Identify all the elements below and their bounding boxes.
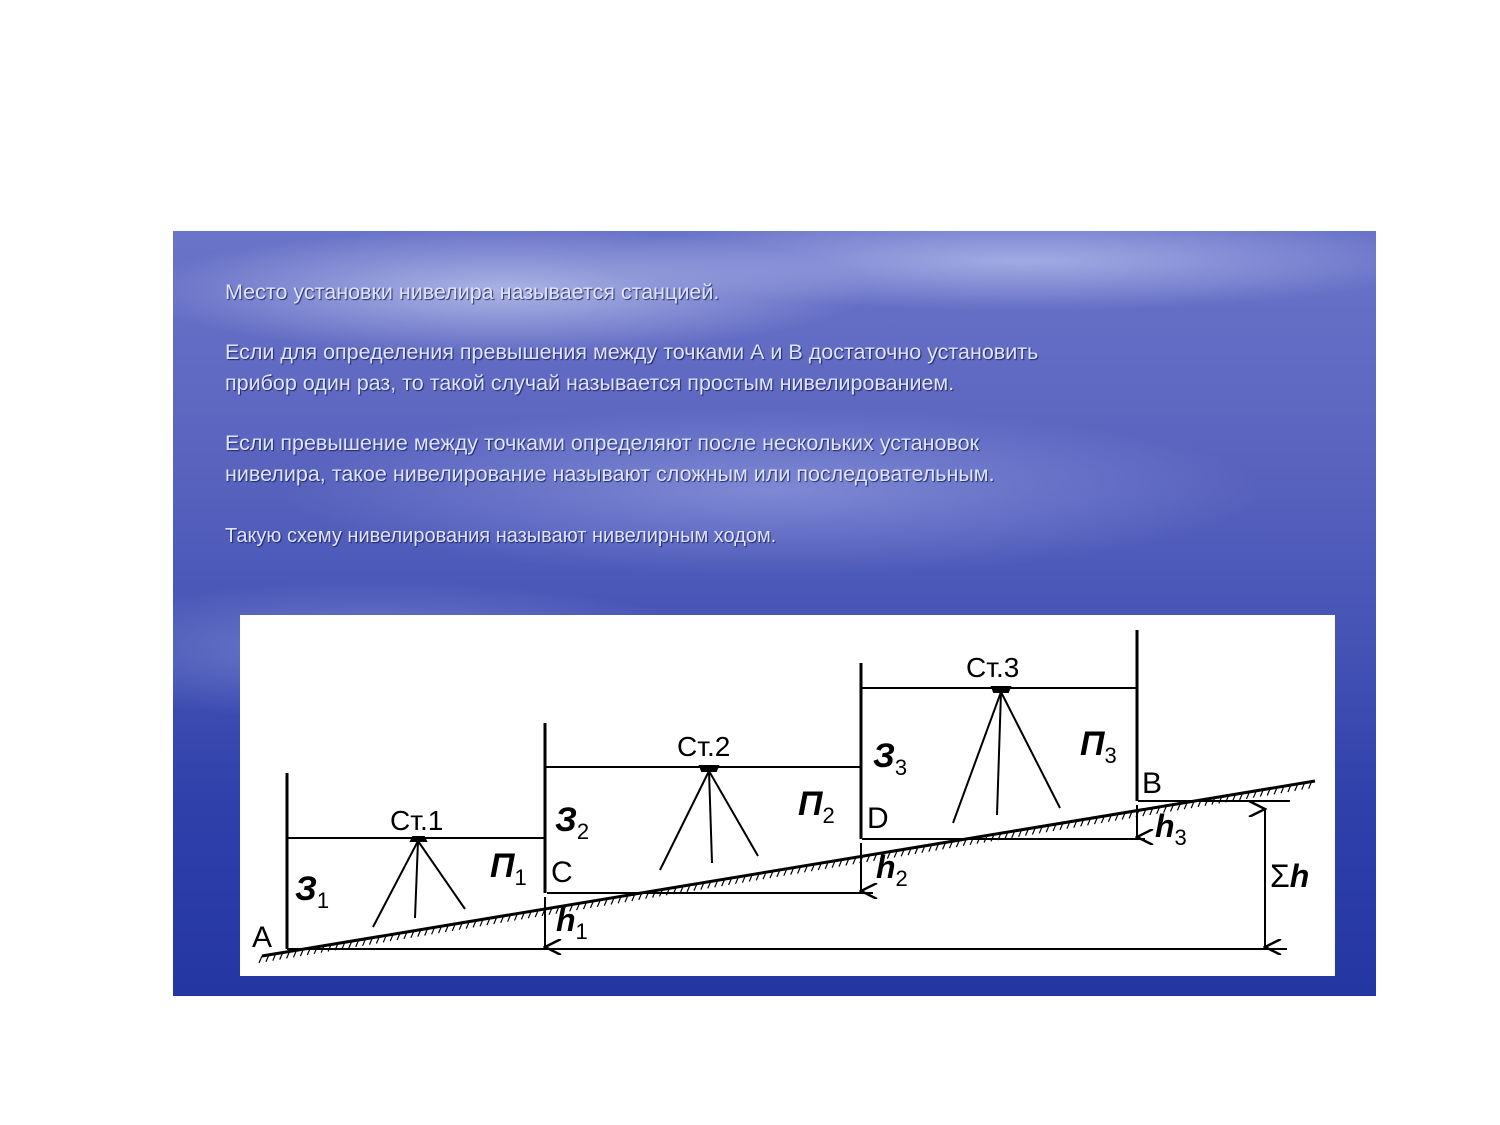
height-label-2: $h_2$ [876, 849, 908, 891]
fore-reading-2: $П_2$ [798, 785, 835, 828]
paragraph-line: Если превышение между точками определяют после нескольких установок [225, 431, 979, 455]
tripod-station-3 [953, 687, 1060, 823]
paragraph-line: Если для определения превышения между точками А и В достаточно установить [225, 340, 1039, 364]
paragraph-leveling-traverse [225, 521, 776, 552]
back-reading-3: $З_3$ [873, 737, 908, 780]
point-label-D: D [867, 802, 889, 835]
paragraph-line: нивелира, такое нивелирование называют сложным или последовательным. [225, 462, 995, 486]
leveling-diagram-svg [240, 615, 1335, 976]
tripod-station-1 [373, 837, 465, 927]
point-label-C: C [551, 856, 573, 889]
paragraph-simple-leveling [225, 337, 1038, 399]
height-label-3: $h_3$ [1155, 808, 1187, 850]
tripod-station-2 [660, 766, 758, 870]
paragraph-station-definition [225, 277, 719, 308]
paragraph-complex-leveling [225, 428, 995, 490]
station-label-2: Ст.2 [677, 731, 731, 762]
slide-background [173, 231, 1376, 996]
leveling-diagram [240, 615, 1335, 976]
height-label-1: $h_1$ [556, 902, 588, 944]
paragraph-line: Такую схему нивелирования называют нивелирным ходом. [225, 525, 777, 547]
paragraph-line: Место установки нивелира называется станцией. [225, 280, 720, 304]
point-label-B: B [1142, 767, 1163, 800]
station-label-1: Ст.1 [390, 805, 444, 836]
point-label-A: A [252, 921, 273, 954]
fore-reading-3: $П_3$ [1080, 725, 1117, 768]
paragraph-line: прибор один раз, то такой случай называется простым нивелированием. [225, 371, 955, 395]
tripods [373, 687, 1060, 927]
ground-hatch [259, 956, 262, 963]
back-reading-2: $З_2$ [555, 801, 590, 844]
station-label-3: Ст.3 [966, 652, 1020, 683]
back-reading-1: $З_1$ [295, 870, 330, 913]
fore-reading-1: $П_1$ [490, 847, 527, 890]
sum-height-label: Σh [1270, 858, 1310, 894]
